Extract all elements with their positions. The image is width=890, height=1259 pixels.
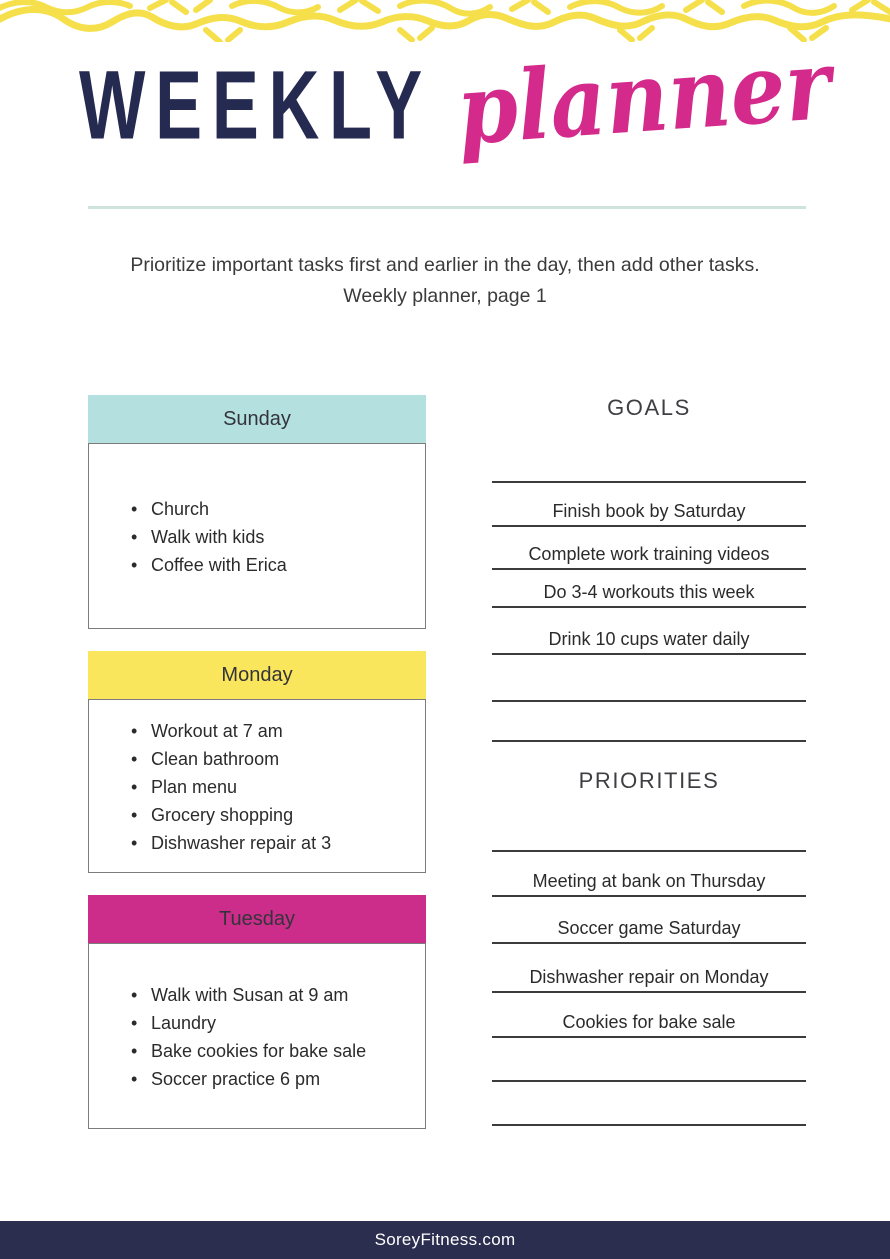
title-weekly-text: WEEKLY [78, 50, 432, 160]
day-header-tuesday: Tuesday [88, 895, 426, 943]
priority-line-text [492, 800, 806, 826]
priorities-section [492, 768, 806, 1126]
task-item[interactable]: • Grocery shopping [151, 801, 425, 829]
task-item[interactable]: • Soccer practice 6 pm [151, 1065, 425, 1093]
priority-line-1[interactable] [492, 800, 806, 852]
goal-line-text [492, 427, 806, 457]
page-title [0, 28, 890, 180]
goal-line-text: Finish book by Saturday [552, 501, 746, 521]
priority-line-2[interactable] [492, 852, 806, 897]
goal-line-text: Complete work training videos [528, 544, 770, 564]
task-item[interactable]: • Bake cookies for bake sale [151, 1037, 425, 1065]
task-list [89, 444, 425, 579]
site-footer: SoreyFitness.com [0, 1221, 890, 1259]
goal-line-4[interactable] [492, 570, 806, 608]
subtitle-line-2: Weekly planner, page 1 [343, 285, 547, 307]
task-list [89, 944, 425, 1093]
task-item[interactable]: • Coffee with Erica [151, 551, 425, 579]
priority-line-7[interactable] [492, 1082, 806, 1126]
day-task-box-sunday[interactable] [88, 443, 426, 629]
page-subtitle [0, 250, 890, 312]
goal-line-1[interactable] [492, 427, 806, 483]
task-item[interactable]: • Church [151, 495, 425, 523]
day-header-monday: Monday [88, 651, 426, 699]
priority-line-6[interactable] [492, 1038, 806, 1082]
title-planner-script: planner [453, 28, 834, 168]
day-header-sunday: Sunday [88, 395, 426, 443]
title-divider [88, 206, 806, 209]
task-item[interactable]: • Clean bathroom [151, 745, 425, 773]
day-task-box-tuesday[interactable] [88, 943, 426, 1129]
priority-line-text: Soccer game Saturday [557, 918, 741, 938]
subtitle-line-1: Prioritize important tasks first and earlier in the day, then add other tasks. [130, 254, 760, 276]
priority-line-5[interactable] [492, 993, 806, 1038]
goal-line-text: Do 3-4 workouts this week [543, 582, 755, 602]
goal-line-text [492, 655, 806, 676]
task-item[interactable]: • Walk with Susan at 9 am [151, 981, 425, 1009]
day-card-sunday [88, 395, 426, 629]
task-item[interactable]: • Plan menu [151, 773, 425, 801]
task-item[interactable]: • Workout at 7 am [151, 717, 425, 745]
goals-section [492, 395, 806, 742]
goal-line-7[interactable] [492, 702, 806, 742]
goal-line-5[interactable] [492, 608, 806, 655]
task-item[interactable]: • Laundry [151, 1009, 425, 1037]
priority-line-text [492, 1038, 806, 1056]
day-card-monday [88, 651, 426, 873]
page-header [0, 28, 890, 180]
priorities-heading: PRIORITIES [578, 768, 720, 793]
priority-line-text: Dishwasher repair on Monday [529, 967, 769, 987]
task-item[interactable]: • Dishwasher repair at 3 [151, 829, 425, 857]
priority-line-text: Cookies for bake sale [562, 1012, 736, 1032]
goal-line-6[interactable] [492, 655, 806, 702]
day-cards-column [88, 395, 426, 1129]
priority-line-3[interactable] [492, 897, 806, 944]
goal-line-text [492, 702, 806, 716]
goal-line-text: Drink 10 cups water daily [548, 629, 750, 649]
task-item[interactable]: • Walk with kids [151, 523, 425, 551]
goal-line-2[interactable] [492, 483, 806, 527]
priorities-line-list [492, 800, 806, 1126]
goals-line-list [492, 427, 806, 742]
priority-line-text [492, 1082, 806, 1100]
priority-line-4[interactable] [492, 944, 806, 993]
day-task-box-monday[interactable] [88, 699, 426, 873]
task-list [89, 700, 425, 857]
goals-heading: GOALS [607, 395, 691, 420]
goal-line-3[interactable] [492, 527, 806, 570]
priority-line-text: Meeting at bank on Thursday [532, 871, 766, 891]
day-card-tuesday [88, 895, 426, 1129]
